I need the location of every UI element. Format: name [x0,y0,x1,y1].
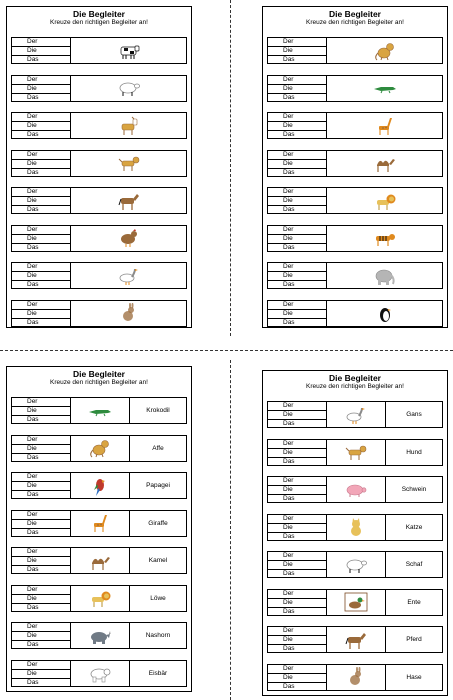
article-choices [268,188,327,213]
article-choices [268,552,327,577]
animal-word: Gans [406,411,422,418]
article-option-die[interactable]: Die [12,197,70,206]
article-option-der[interactable]: Der [268,440,326,449]
exercise-row [11,262,187,289]
exercise-row [267,225,443,252]
article-option-die[interactable]: Die [268,486,326,495]
article-choices [268,627,327,652]
article-option-das[interactable]: Das [283,281,295,288]
article-option-das[interactable]: Das [27,318,39,326]
goose-icon [71,263,186,288]
article-option-der[interactable]: Der [12,113,70,122]
article-choices [268,665,327,690]
polar-bear-icon [71,661,130,686]
article-choices [12,661,71,686]
crocodile-icon [71,398,130,423]
exercise-row [267,551,443,578]
article-option-der[interactable]: Der [268,226,326,235]
article-choices [12,301,71,326]
article-option-der[interactable]: Der [12,398,70,407]
article-option-das[interactable]: Das [27,243,39,251]
tiger-icon [327,226,442,251]
article-choices [268,402,327,427]
worksheet-3 [6,366,192,692]
exercise-row [11,472,187,499]
article-option-der[interactable]: Der [12,473,70,482]
animal-word: Giraffe [148,519,168,527]
article-option-der[interactable]: Der [268,477,326,486]
article-option-die[interactable]: Die [12,670,70,679]
article-option-das[interactable]: Das [283,495,295,502]
article-option-die[interactable]: Die [268,272,326,281]
article-option-die[interactable]: Die [12,632,70,641]
worksheet-title: Die Begleiter [73,369,125,379]
exercise-row [267,75,443,102]
article-option-das[interactable]: Das [27,491,39,498]
rhino-icon [71,623,130,648]
article-option-das[interactable]: Das [283,645,295,652]
animal-word: Schaf [405,561,423,568]
worksheet-4 [262,370,448,696]
article-option-das[interactable]: Das [27,641,39,648]
exercise-row [267,476,443,503]
article-choices [12,151,71,176]
sheep-icon [71,76,186,101]
article-option-der[interactable]: Der [268,151,326,160]
article-option-der[interactable]: Der [268,38,326,47]
article-option-die[interactable]: Die [268,197,326,206]
exercise-row [267,439,443,466]
article-option-die[interactable]: Die [12,482,70,491]
article-choices [12,76,71,101]
exercise-row [267,37,443,64]
article-option-die[interactable]: Die [12,520,70,529]
article-option-das[interactable]: Das [283,93,295,101]
article-choices [12,623,71,648]
article-option-das[interactable]: Das [283,318,295,326]
vertical-cut-line-bottom [230,360,231,700]
article-option-das[interactable]: Das [27,453,39,461]
article-option-das[interactable]: Das [27,56,39,63]
animal-word: Krokodil [146,407,170,414]
exercise-row [267,514,443,541]
article-option-der[interactable]: Der [12,76,70,85]
giraffe-icon [71,511,130,536]
exercise-row [11,510,187,537]
article-choices [268,440,327,465]
dog-icon [327,440,386,465]
animal-word: Pferd [406,636,422,643]
article-option-die[interactable]: Die [12,160,70,169]
article-option-das[interactable]: Das [27,281,39,288]
article-choices [12,473,71,498]
parrot-icon [71,473,130,498]
article-option-der[interactable]: Der [268,113,326,122]
article-choices [268,113,327,138]
rabbit-icon [327,665,386,690]
article-option-die[interactable]: Die [268,47,326,56]
lion-icon [327,188,442,213]
article-option-die[interactable]: Die [12,47,70,56]
article-option-die[interactable]: Die [12,310,70,319]
exercise-row [267,626,443,653]
article-option-die[interactable]: Die [268,524,326,533]
worksheet-instruction: Kreuze den richtigen Begleiter an! [50,19,148,26]
article-option-der[interactable]: Der [12,548,70,557]
article-option-das[interactable]: Das [27,566,39,573]
article-option-die[interactable]: Die [268,235,326,244]
article-option-das[interactable]: Das [27,206,39,213]
article-option-die[interactable]: Die [12,557,70,566]
cow-icon [71,38,186,63]
article-option-die[interactable]: Die [268,636,326,645]
article-option-der[interactable]: Der [12,151,70,160]
worksheet-title: Die Begleiter [329,373,381,383]
giraffe-icon [327,113,442,138]
goat-icon [71,113,186,138]
exercise-row [11,435,187,462]
article-option-das[interactable]: Das [283,420,295,427]
article-option-der[interactable]: Der [268,402,326,411]
article-option-der[interactable]: Der [268,590,326,599]
monkey-icon [327,38,442,63]
article-choices [12,511,71,536]
article-option-der[interactable]: Der [268,76,326,85]
animal-word: Papagei [146,482,170,489]
article-choices [268,38,327,63]
exercise-row [11,622,187,649]
article-option-der[interactable]: Der [12,436,70,445]
animal-word: Löwe [150,594,166,602]
article-option-das[interactable]: Das [27,416,39,423]
article-choices [268,590,327,615]
monkey-icon [71,436,130,461]
dog-icon [71,151,186,176]
article-option-das[interactable]: Das [283,682,295,690]
worksheet-1 [6,6,192,328]
article-option-das[interactable]: Das [27,93,39,101]
article-option-der[interactable]: Der [12,263,70,272]
article-choices [268,263,327,288]
article-option-der[interactable]: Der [12,226,70,235]
article-choices [12,38,71,63]
exercise-row [11,585,187,612]
exercise-row [267,664,443,691]
article-option-der[interactable]: Der [268,552,326,561]
exercise-row [267,150,443,177]
animal-word: Hund [406,448,422,456]
exercise-row [11,660,187,687]
exercise-row [11,225,187,252]
animal-word: Eisbär [148,669,168,677]
article-option-der[interactable]: Der [12,38,70,47]
article-choices [268,515,327,540]
article-option-der[interactable]: Der [12,623,70,632]
duck-icon [327,590,386,615]
article-option-die[interactable]: Die [268,85,326,94]
animal-word: Schwein [401,486,427,493]
exercise-row [11,75,187,102]
lion-icon [71,586,130,611]
article-choices [12,113,71,138]
exercise-row [267,300,443,327]
article-option-das[interactable]: Das [283,457,295,465]
article-choices [12,226,71,251]
exercise-row [11,187,187,214]
exercise-row [11,397,187,424]
exercise-row [267,187,443,214]
penguin-icon [327,301,442,326]
exercise-row [11,300,187,327]
exercise-row [267,112,443,139]
article-option-die[interactable]: Die [268,411,326,420]
article-option-das[interactable]: Das [283,131,295,138]
article-choices [12,263,71,288]
horizontal-cut-line [0,350,453,351]
article-option-das[interactable]: Das [283,532,295,540]
article-option-das[interactable]: Das [283,607,295,615]
horse-icon [327,627,386,652]
article-option-der[interactable]: Der [12,301,70,310]
article-choices [12,586,71,611]
article-option-die[interactable]: Die [268,310,326,319]
article-option-das[interactable]: Das [27,603,39,611]
article-option-das[interactable]: Das [283,206,295,213]
exercise-row [11,112,187,139]
cat-icon [327,515,386,540]
article-option-das[interactable]: Das [27,131,39,138]
article-option-das[interactable]: Das [283,243,295,251]
article-option-die[interactable]: Die [268,599,326,608]
article-option-das[interactable]: Das [27,528,39,536]
sheep-icon [327,552,386,577]
camel-icon [71,548,130,573]
article-option-das[interactable]: Das [283,570,295,577]
article-option-der[interactable]: Der [12,586,70,595]
article-option-die[interactable]: Die [12,407,70,416]
worksheet-title: Die Begleiter [329,9,381,19]
article-option-der[interactable]: Der [268,515,326,524]
article-option-der[interactable]: Der [12,188,70,197]
article-option-der[interactable]: Der [268,627,326,636]
article-option-die[interactable]: Die [268,674,326,683]
hen-icon [71,226,186,251]
article-choices [268,76,327,101]
article-option-der[interactable]: Der [268,263,326,272]
worksheet-instruction: Kreuze den richtigen Begleiter an! [50,379,148,386]
exercise-row [267,401,443,428]
worksheet-2 [262,6,448,328]
article-option-das[interactable]: Das [27,678,39,686]
article-option-der[interactable]: Der [268,301,326,310]
animal-word: Kamel [148,557,168,564]
pig-icon [327,477,386,502]
article-option-die[interactable]: Die [268,449,326,458]
article-choices [12,436,71,461]
article-option-die[interactable]: Die [268,160,326,169]
article-choices [12,548,71,573]
exercise-row [267,262,443,289]
article-option-die[interactable]: Die [12,272,70,281]
animal-word: Hase [406,673,422,681]
article-choices [268,477,327,502]
article-option-die[interactable]: Die [12,122,70,131]
goose-icon [327,402,386,427]
article-choices [268,226,327,251]
article-option-das[interactable]: Das [27,168,39,176]
article-choices [268,151,327,176]
vertical-cut-line-top [230,0,231,336]
exercise-row [267,589,443,616]
article-option-die[interactable]: Die [12,235,70,244]
article-option-das[interactable]: Das [283,168,295,176]
article-option-der[interactable]: Der [12,661,70,670]
article-option-die[interactable]: Die [268,122,326,131]
article-choices [12,188,71,213]
animal-word: Ente [407,598,421,606]
exercise-row [11,150,187,177]
crocodile-icon [327,76,442,101]
article-option-das[interactable]: Das [283,56,295,63]
article-option-der[interactable]: Der [268,665,326,674]
article-option-die[interactable]: Die [12,595,70,604]
elephant-icon [327,263,442,288]
article-option-die[interactable]: Die [12,445,70,454]
article-option-der[interactable]: Der [268,188,326,197]
exercise-row [11,547,187,574]
article-option-die[interactable]: Die [12,85,70,94]
horse-icon [71,188,186,213]
exercise-row [11,37,187,64]
article-option-die[interactable]: Die [268,561,326,570]
rabbit-icon [71,301,186,326]
animal-word: Affe [152,444,164,452]
camel-icon [327,151,442,176]
worksheet-title: Die Begleiter [73,9,125,19]
worksheet-instruction: Kreuze den richtigen Begleiter an! [306,19,404,26]
animal-word: Katze [405,523,423,531]
animal-word: Nashorn [145,632,171,639]
article-choices [268,301,327,326]
worksheet-instruction: Kreuze den richtigen Begleiter an! [306,383,404,390]
article-option-der[interactable]: Der [12,511,70,520]
article-choices [12,398,71,423]
